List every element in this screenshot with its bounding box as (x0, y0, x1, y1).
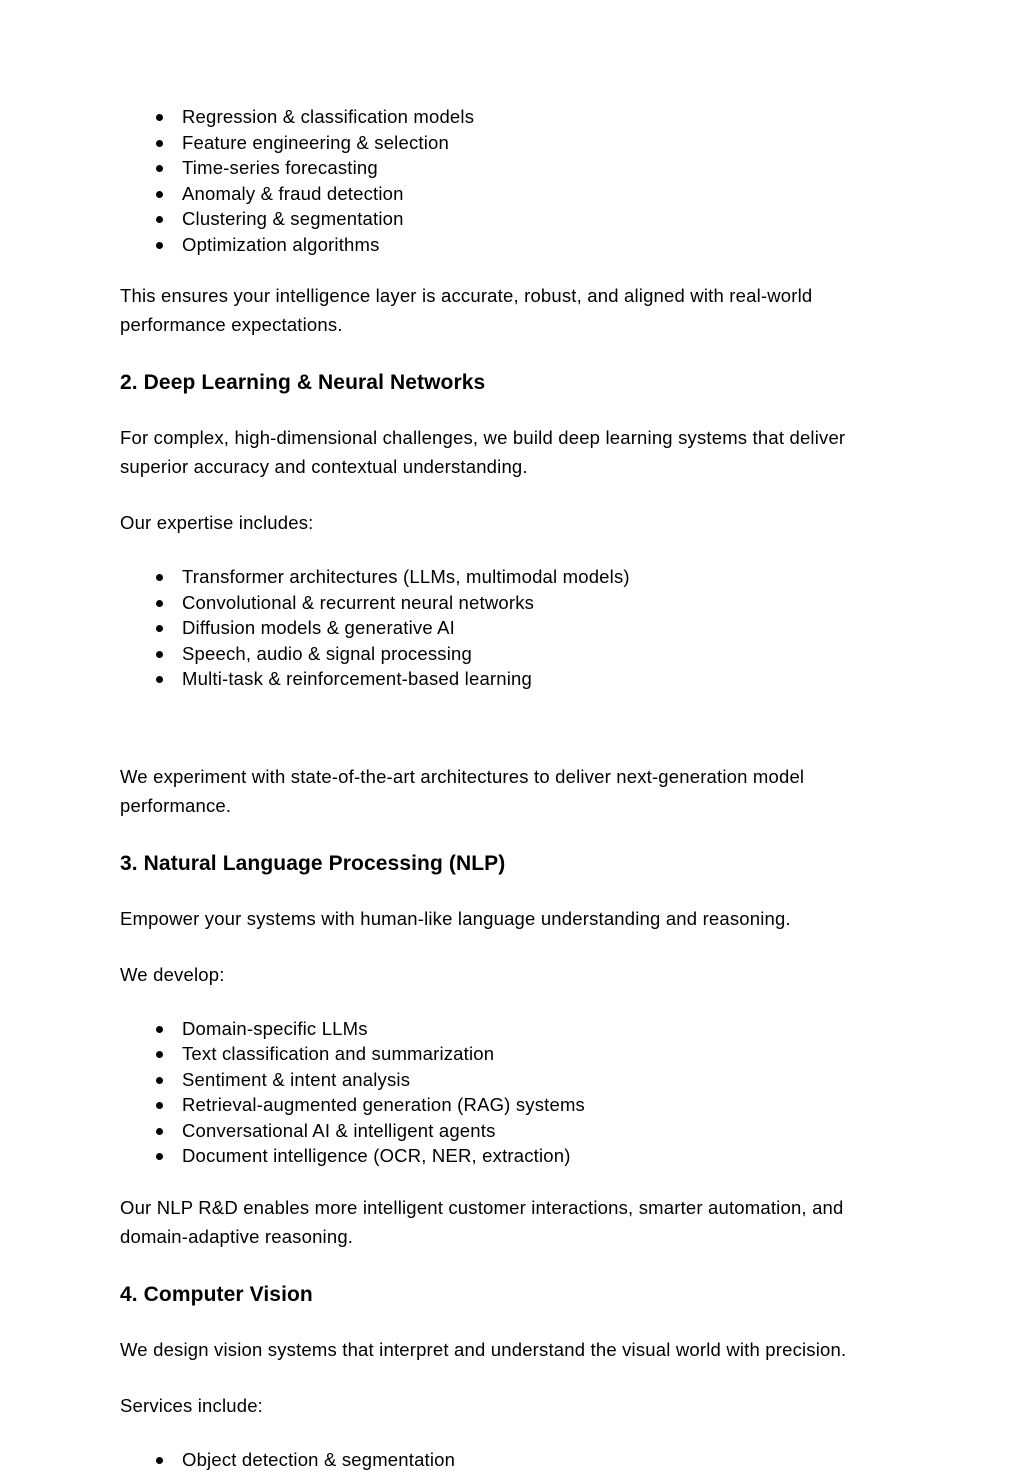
bullet-icon (156, 1102, 163, 1109)
list-item-label: Clustering & segmentation (182, 208, 404, 229)
list-item (120, 1016, 904, 1042)
paragraph-cv-intro: We design vision systems that interpret and understand the visual world with precision. (120, 1335, 904, 1364)
list-item (120, 1118, 904, 1144)
list-item-label: Document intelligence (OCR, NER, extraction) (182, 1145, 571, 1166)
list-item-label: Multi-task & reinforcement-based learning (182, 668, 532, 689)
heading-computer-vision: 4. Computer Vision (120, 1281, 904, 1309)
list-item (120, 1041, 904, 1067)
list-item-label: Sentiment & intent analysis (182, 1069, 410, 1090)
list-item (120, 615, 904, 641)
list-item-label: Feature engineering & selection (182, 132, 449, 153)
spacer (120, 339, 904, 369)
bullet-icon (156, 1051, 163, 1058)
list-computer-vision-services (120, 1447, 904, 1472)
list-item (120, 564, 904, 590)
list-item-label: Conversational AI & intelligent agents (182, 1120, 496, 1141)
spacer (120, 257, 904, 281)
list-item (120, 181, 904, 207)
list-item (120, 130, 904, 156)
bullet-icon (156, 1077, 163, 1084)
list-item (120, 666, 904, 692)
paragraph-nlp-intro: Empower your systems with human-like language understanding and reasoning. (120, 904, 904, 933)
paragraph-cv-services-lead: Services include: (120, 1391, 904, 1420)
list-deep-learning-expertise (120, 564, 904, 692)
spacer (120, 820, 904, 850)
list-nlp-capabilities (120, 1016, 904, 1169)
heading-nlp: 3. Natural Language Processing (NLP) (120, 850, 904, 878)
list-item-label: Regression & classification models (182, 106, 474, 127)
spacer (120, 878, 904, 904)
spacer (120, 1309, 904, 1335)
bullet-icon (156, 242, 163, 249)
bullet-icon (156, 165, 163, 172)
bullet-icon (156, 676, 163, 683)
list-item-label: Object detection & segmentation (182, 1449, 455, 1470)
spacer (120, 1169, 904, 1193)
bullet-icon (156, 1128, 163, 1135)
paragraph-dl-closing: We experiment with state-of-the-art architectures to deliver next-generation model performance. (120, 762, 904, 820)
list-item-label: Optimization algorithms (182, 234, 380, 255)
paragraph-ml-closing: This ensures your intelligence layer is accurate, robust, and aligned with real-world performance expectations. (120, 281, 904, 339)
list-item (120, 1447, 904, 1472)
list-item (120, 641, 904, 667)
bullet-icon (156, 140, 163, 147)
list-item (120, 1067, 904, 1093)
list-item-label: Speech, audio & signal processing (182, 643, 472, 664)
list-item-label: Retrieval-augmented generation (RAG) systems (182, 1094, 585, 1115)
list-item (120, 232, 904, 258)
spacer (120, 1420, 904, 1447)
list-item-label: Domain-specific LLMs (182, 1018, 368, 1039)
list-item-label: Anomaly & fraud detection (182, 183, 404, 204)
bullet-icon (156, 216, 163, 223)
list-item (120, 1092, 904, 1118)
list-item (120, 155, 904, 181)
list-item-label: Text classification and summarization (182, 1043, 494, 1064)
list-item (120, 1143, 904, 1169)
bullet-icon (156, 191, 163, 198)
paragraph-dl-expertise-lead: Our expertise includes: (120, 508, 904, 537)
bullet-icon (156, 1153, 163, 1160)
bullet-icon (156, 114, 163, 121)
list-item-label: Transformer architectures (LLMs, multimodal models) (182, 566, 630, 587)
list-item-label: Diffusion models & generative AI (182, 617, 455, 638)
list-item (120, 590, 904, 616)
spacer (120, 933, 904, 960)
bullet-icon (156, 574, 163, 581)
spacer (120, 537, 904, 564)
spacer (120, 692, 904, 738)
heading-deep-learning: 2. Deep Learning & Neural Networks (120, 369, 904, 397)
list-machine-learning-capabilities (120, 104, 904, 257)
paragraph-nlp-closing: Our NLP R&D enables more intelligent customer interactions, smarter automation, and domain-adaptive reasoning. (120, 1193, 904, 1251)
bullet-icon (156, 625, 163, 632)
spacer (120, 738, 904, 762)
spacer (120, 1364, 904, 1391)
spacer (120, 397, 904, 423)
bullet-icon (156, 600, 163, 607)
list-item-label: Convolutional & recurrent neural networks (182, 592, 534, 613)
list-item (120, 104, 904, 130)
bullet-icon (156, 651, 163, 658)
paragraph-dl-intro: For complex, high-dimensional challenges, we build deep learning systems that deliver superior accuracy and contextual understanding. (120, 423, 904, 481)
spacer (120, 989, 904, 1016)
spacer (120, 1251, 904, 1281)
document-body (120, 104, 904, 1472)
list-item-label: Time-series forecasting (182, 157, 378, 178)
spacer (120, 481, 904, 508)
bullet-icon (156, 1457, 163, 1464)
bullet-icon (156, 1026, 163, 1033)
list-item (120, 206, 904, 232)
paragraph-nlp-develop-lead: We develop: (120, 960, 904, 989)
